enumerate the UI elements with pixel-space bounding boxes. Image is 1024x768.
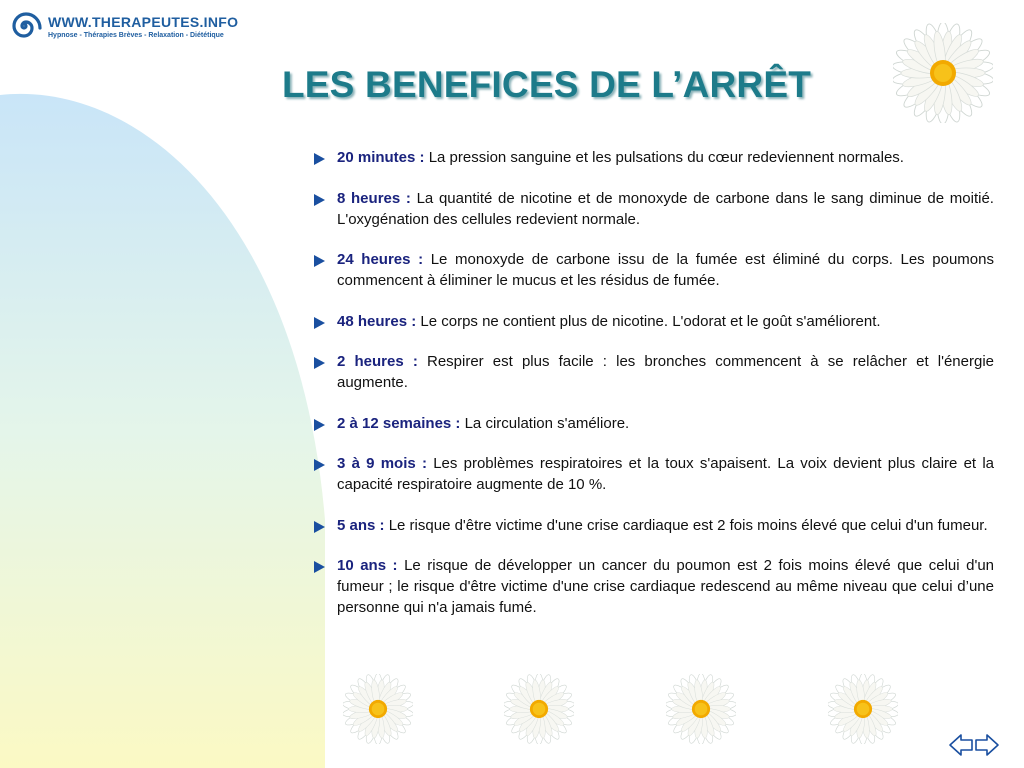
- spiral-logo-icon: [4, 6, 44, 46]
- triangle-right-icon: [312, 316, 326, 330]
- triangle-right-icon: [312, 520, 326, 534]
- item-description: La circulation s'améliore.: [464, 414, 630, 432]
- triangle-right-icon: [312, 560, 326, 574]
- triangle-right-icon: [312, 356, 326, 370]
- benefits-list: [312, 147, 994, 638]
- item-description: Le monoxyde de carbone issu de la fumée est éliminé du corps. Les poumons commencent à éliminer le mucus et les résidus de fumée.: [337, 251, 994, 289]
- item-text: [337, 188, 994, 230]
- item-key: 20 minutes :: [337, 149, 425, 166]
- daisy-icon: [828, 674, 898, 744]
- triangle-right-icon: [312, 193, 326, 207]
- arrow-left-icon[interactable]: [948, 732, 974, 758]
- daisy-icon: [666, 674, 736, 744]
- list-item: [312, 188, 994, 230]
- daisy-decoration: [343, 674, 413, 749]
- list-item: [312, 555, 994, 618]
- list-item: [312, 311, 994, 332]
- site-url[interactable]: WWW.THERAPEUTES.INFO: [48, 13, 239, 30]
- arrow-right-icon[interactable]: [974, 732, 1000, 758]
- item-key: 24 heures :: [337, 251, 424, 268]
- daisy-icon: [504, 674, 574, 744]
- daisy-icon: [343, 674, 413, 744]
- item-key: 3 à 9 mois :: [337, 455, 427, 472]
- item-text: [337, 515, 994, 536]
- item-text: [337, 249, 994, 291]
- daisy-decoration: [666, 674, 736, 749]
- list-item: [312, 351, 994, 393]
- item-description: La pression sanguine et les pulsations du cœur redeviennent normales.: [428, 149, 904, 166]
- triangle-right-icon: [312, 152, 326, 166]
- item-description: La quantité de nicotine et de monoxyde de carbone dans le sang diminue de moitié. L'oxygénation des cellules redevient normale.: [337, 189, 994, 228]
- slide-navigation: [948, 732, 1000, 758]
- list-item: [312, 249, 994, 291]
- item-text: [337, 453, 994, 495]
- item-text: [337, 147, 994, 168]
- item-key: 10 ans :: [337, 557, 398, 574]
- list-item: [312, 147, 994, 168]
- item-description: Le risque de développer un cancer du poumon est 2 fois moins élevé que celui d'un fumeur ; le risque d'être victime d'une crise cardiaque redescend au même niveau que celui d’une personne qui n'a jamais fumé.: [337, 557, 995, 616]
- site-tagline: Hypnose - Thérapies Brèves - Relaxation - Diététique: [48, 31, 224, 39]
- item-description: Les problèmes respiratoires et la toux s'apaisent. La voix devient plus claire et la capacité respiratoire augmente de 10 %.: [337, 455, 995, 493]
- triangle-right-icon: [312, 254, 326, 268]
- item-key: 8 heures :: [337, 189, 411, 207]
- item-description: Respirer est plus facile : les bronches commencent à se relâcher et l'énergie augmente.: [337, 353, 994, 391]
- list-item: [312, 515, 994, 536]
- triangle-right-icon: [312, 458, 326, 472]
- slide-title: LES BENEFICES DE L’ARRÊT: [282, 64, 812, 105]
- item-key: 5 ans :: [337, 516, 385, 534]
- item-description: Le corps ne contient plus de nicotine. L'odorat et le goût s'améliorent.: [420, 312, 881, 330]
- item-text: [337, 351, 994, 393]
- item-text: [337, 555, 994, 618]
- daisy-icon: [893, 23, 993, 123]
- site-logo[interactable]: [4, 4, 238, 48]
- list-item: [312, 413, 994, 434]
- item-key: 2 heures :: [337, 353, 418, 370]
- item-key: 48 heures :: [337, 312, 417, 330]
- item-text: [337, 311, 994, 332]
- triangle-right-icon: [312, 418, 326, 432]
- daisy-decoration: [828, 674, 898, 749]
- daisy-decoration: [893, 23, 993, 128]
- list-item: [312, 453, 994, 495]
- daisy-decoration: [504, 674, 574, 749]
- item-text: [337, 413, 994, 434]
- item-description: Le risque d'être victime d'une crise cardiaque est 2 fois moins élevé que celui d'un fumeur.: [388, 516, 988, 534]
- item-key: 2 à 12 semaines :: [337, 414, 461, 432]
